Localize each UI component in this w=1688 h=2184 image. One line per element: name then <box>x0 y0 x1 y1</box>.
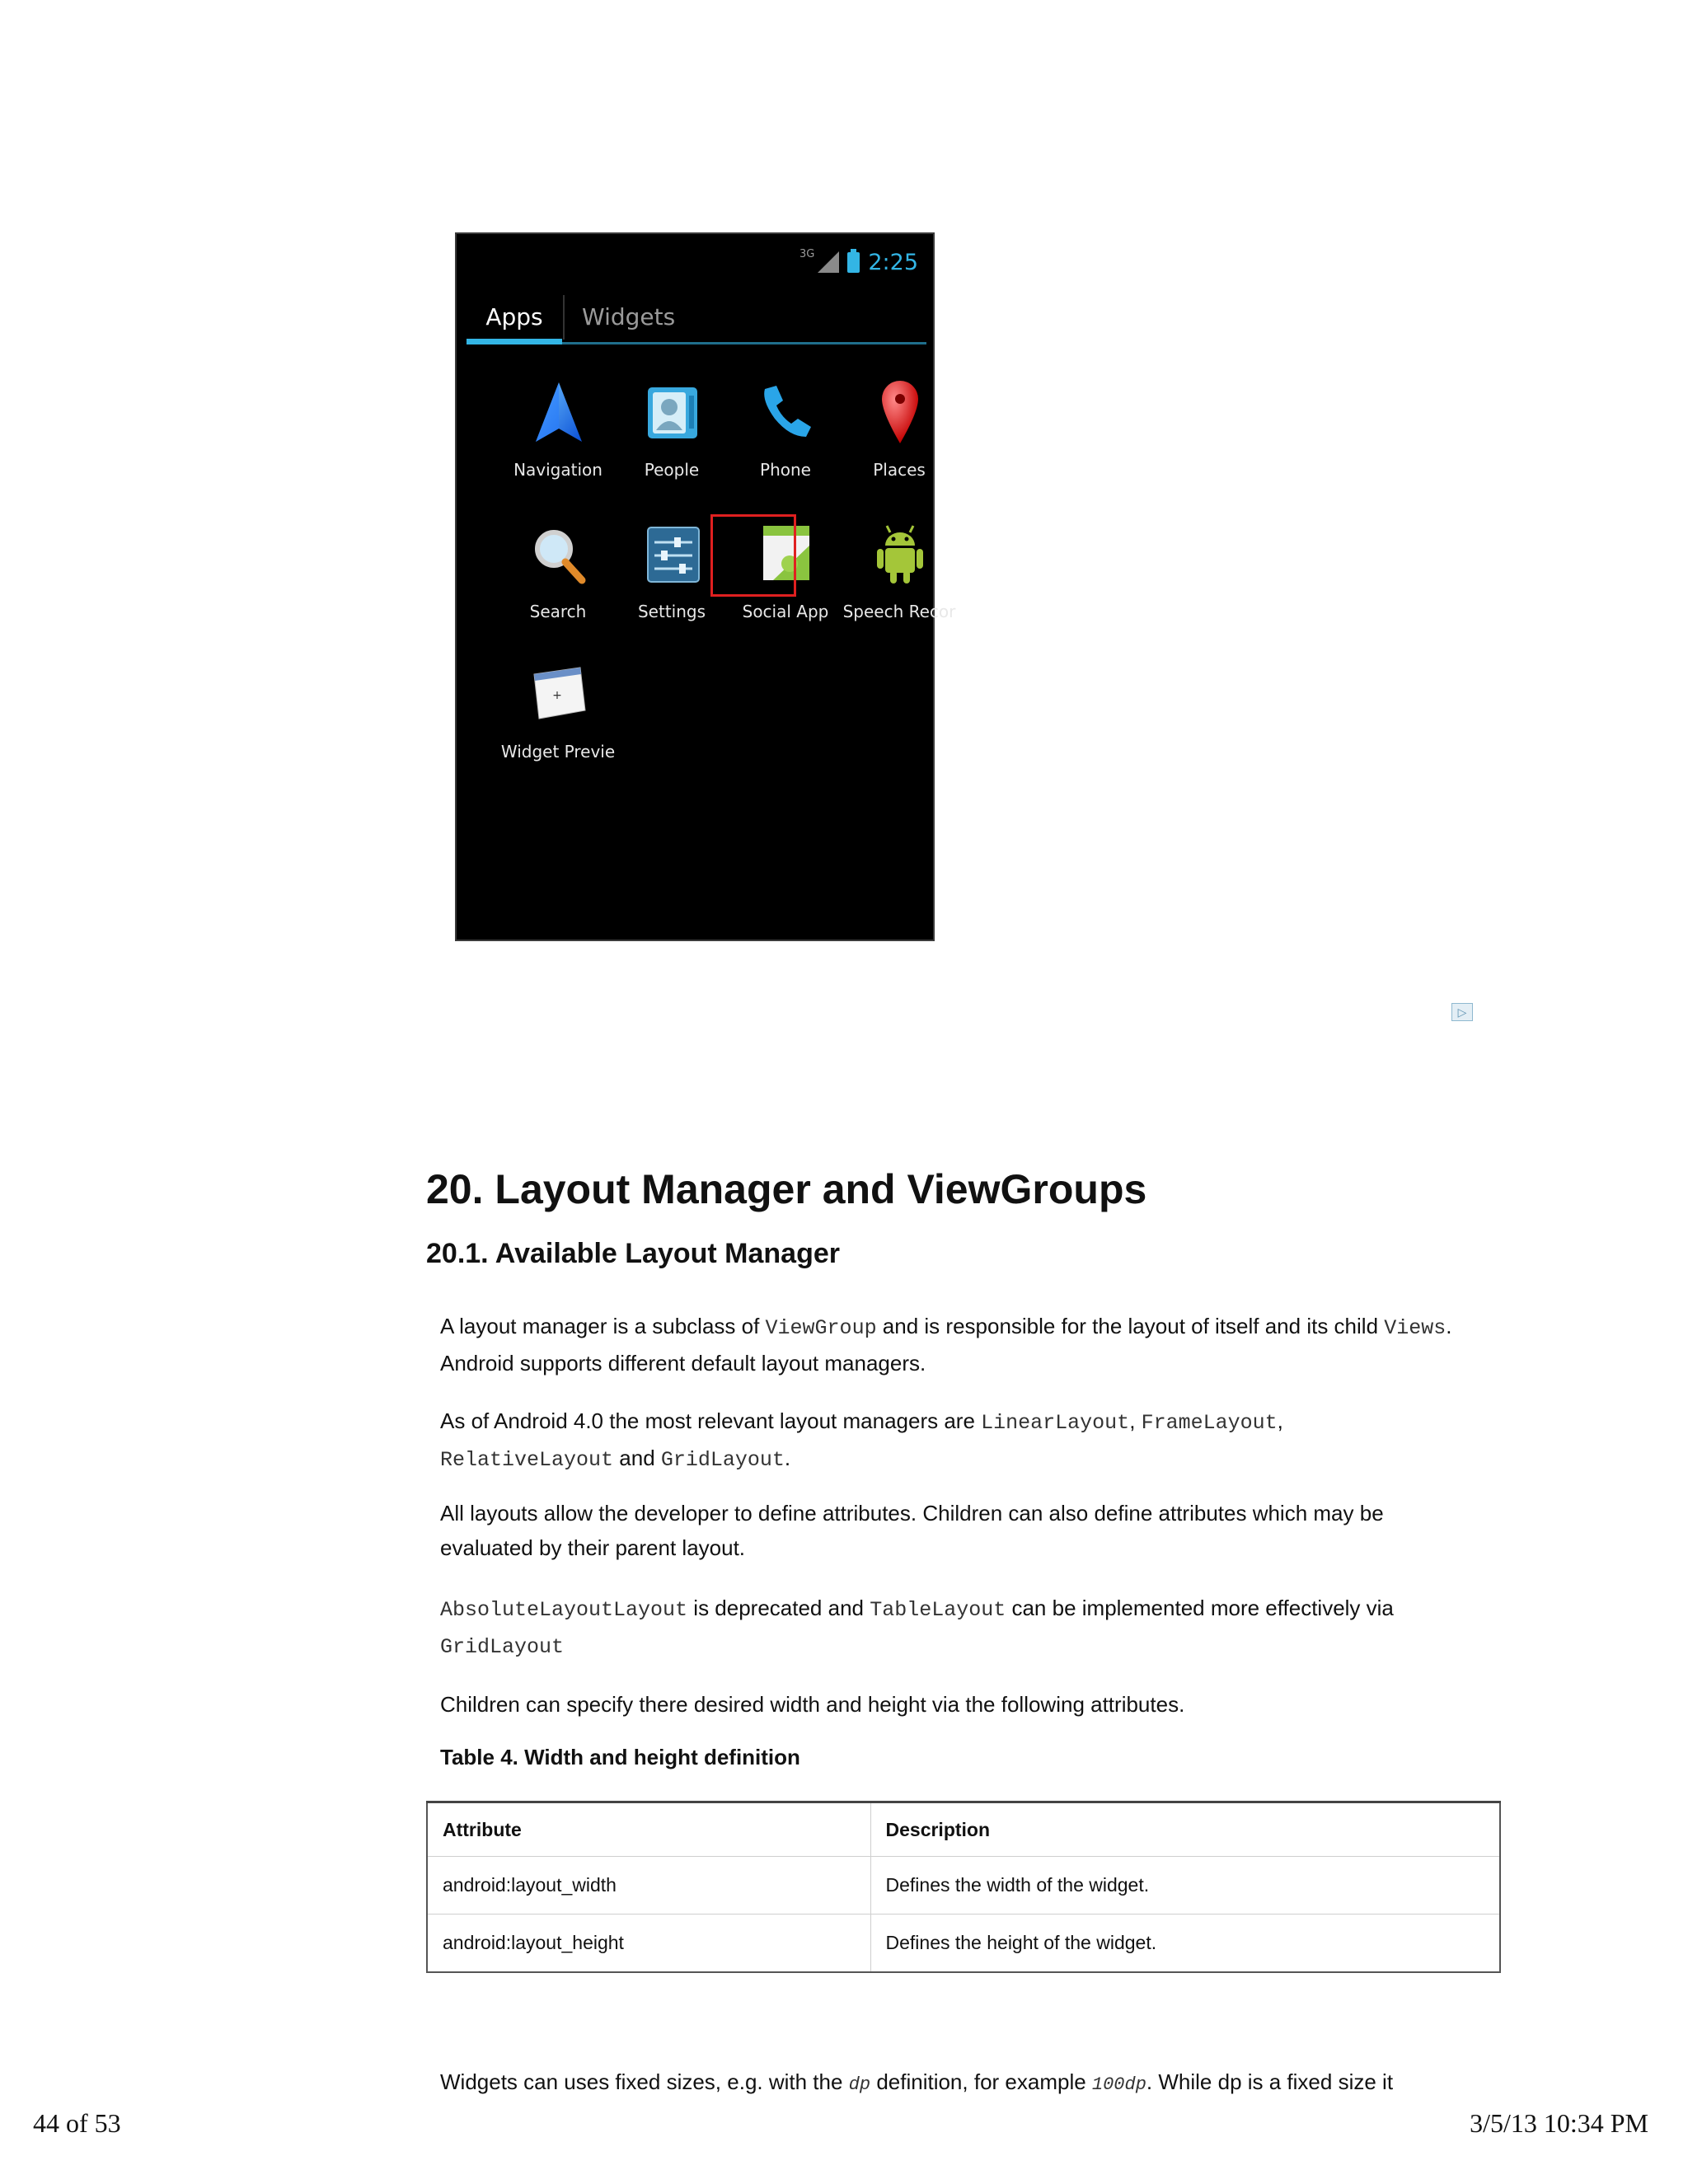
app-label: People <box>644 460 700 480</box>
print-datetime: 3/5/13 10:34 PM <box>1470 2108 1648 2138</box>
widget-preview-icon <box>529 661 588 727</box>
code-viewgroup: ViewGroup <box>765 1316 877 1340</box>
phone-icon <box>757 379 816 445</box>
people-icon <box>643 379 702 445</box>
text: definition, for example <box>870 2069 1092 2094</box>
app-widget-preview[interactable] <box>501 661 615 785</box>
app-people[interactable] <box>615 379 729 503</box>
app-label: Settings <box>637 602 706 621</box>
text: , <box>1129 1408 1142 1433</box>
app-search[interactable] <box>501 521 615 644</box>
section-heading: 20. Layout Manager and ViewGroups <box>426 1166 1147 1212</box>
app-label: Navigation <box>513 460 603 480</box>
code-absolutelayout: AbsoluteLayoutLayout <box>440 1598 688 1622</box>
text: Widgets can uses fixed sizes, e.g. with the <box>440 2069 849 2094</box>
tab-divider <box>563 295 565 340</box>
settings-sliders-icon <box>643 521 702 587</box>
navigation-icon <box>529 379 588 445</box>
column-header-description: Description <box>870 1802 1500 1857</box>
tab-widgets[interactable]: Widgets <box>582 303 676 330</box>
code-gridlayout: GridLayout <box>440 1635 565 1659</box>
text: A layout manager is a subclass of <box>440 1314 766 1338</box>
text: . <box>784 1446 791 1470</box>
paragraph-5: Children can specify there desired width and height via the following attributes. <box>440 1692 1185 1717</box>
text: can be implemented more effectively via <box>1006 1596 1394 1620</box>
code-100dp: 100dp <box>1091 2074 1146 2095</box>
network-type: 3G <box>799 247 815 260</box>
table-header-row <box>427 1802 1500 1857</box>
paragraph-6 <box>440 2064 1470 2102</box>
table-cell: Defines the height of the widget. <box>870 1915 1500 1972</box>
search-icon <box>529 521 588 587</box>
table-caption: Table 4. Width and height definition <box>440 1745 800 1769</box>
code-relativelayout: RelativeLayout <box>440 1448 614 1472</box>
tab-apps[interactable]: Apps <box>467 290 562 344</box>
code-framelayout: FrameLayout <box>1141 1411 1278 1435</box>
clock: 2:25 <box>868 249 918 275</box>
drawer-tabs <box>467 290 926 344</box>
page-number: 44 of 53 <box>33 2108 121 2138</box>
width-height-table <box>426 1801 1501 1973</box>
text: As of Android 4.0 the most relevant layout managers are <box>440 1408 982 1433</box>
code-views: Views <box>1384 1316 1447 1340</box>
code-gridlayout: GridLayout <box>660 1448 785 1472</box>
text: and <box>613 1446 661 1470</box>
text: is deprecated and <box>687 1596 870 1620</box>
app-label: Speech Recor <box>842 602 956 621</box>
map-pin-icon <box>870 379 930 445</box>
table-row <box>427 1857 1500 1915</box>
app-label: Phone <box>760 460 811 480</box>
battery-icon <box>847 252 860 273</box>
text: . Android supports different default layout managers. <box>440 1314 1452 1376</box>
app-label: Widget Previe <box>500 742 616 762</box>
app-label: Search <box>529 602 587 621</box>
table-row <box>427 1915 1500 1972</box>
app-phone[interactable] <box>729 379 842 503</box>
table-cell: Defines the width of the widget. <box>870 1857 1500 1915</box>
paragraph-4 <box>440 1591 1470 1665</box>
table-cell: android:layout_height <box>427 1915 870 1972</box>
app-drawer-screenshot <box>455 232 956 941</box>
app-navigation[interactable] <box>501 379 615 503</box>
svg-text:+: + <box>552 689 562 702</box>
column-header-attribute: Attribute <box>427 1802 870 1857</box>
android-robot-icon <box>870 521 930 587</box>
signal-icon <box>818 251 839 273</box>
app-label: Places <box>873 460 926 480</box>
text: and is responsible for the layout of itself and its child <box>876 1314 1385 1338</box>
code-dp: dp <box>848 2074 871 2095</box>
code-linearlayout: LinearLayout <box>981 1411 1130 1435</box>
code-tablelayout: TableLayout <box>870 1598 1006 1622</box>
app-label: Social App <box>742 602 829 621</box>
subsection-heading: 20.1. Available Layout Manager <box>426 1238 840 1269</box>
status-bar <box>799 246 918 279</box>
ad-choices-icon[interactable]: ▷ <box>1451 1003 1473 1021</box>
app-speech-recorder[interactable] <box>842 521 956 644</box>
paragraph-3: All layouts allow the developer to define attributes. Children can also define attributes which may be evaluated by their parent layout. <box>440 1501 1384 1560</box>
paragraph-2 <box>440 1404 1470 1478</box>
text: , <box>1277 1408 1283 1433</box>
text: . While dp is a fixed size it <box>1146 2069 1394 2094</box>
selected-app-highlight <box>710 514 796 597</box>
table-cell: android:layout_width <box>427 1857 870 1915</box>
paragraph-1 <box>440 1309 1470 1380</box>
app-places[interactable] <box>842 379 956 503</box>
